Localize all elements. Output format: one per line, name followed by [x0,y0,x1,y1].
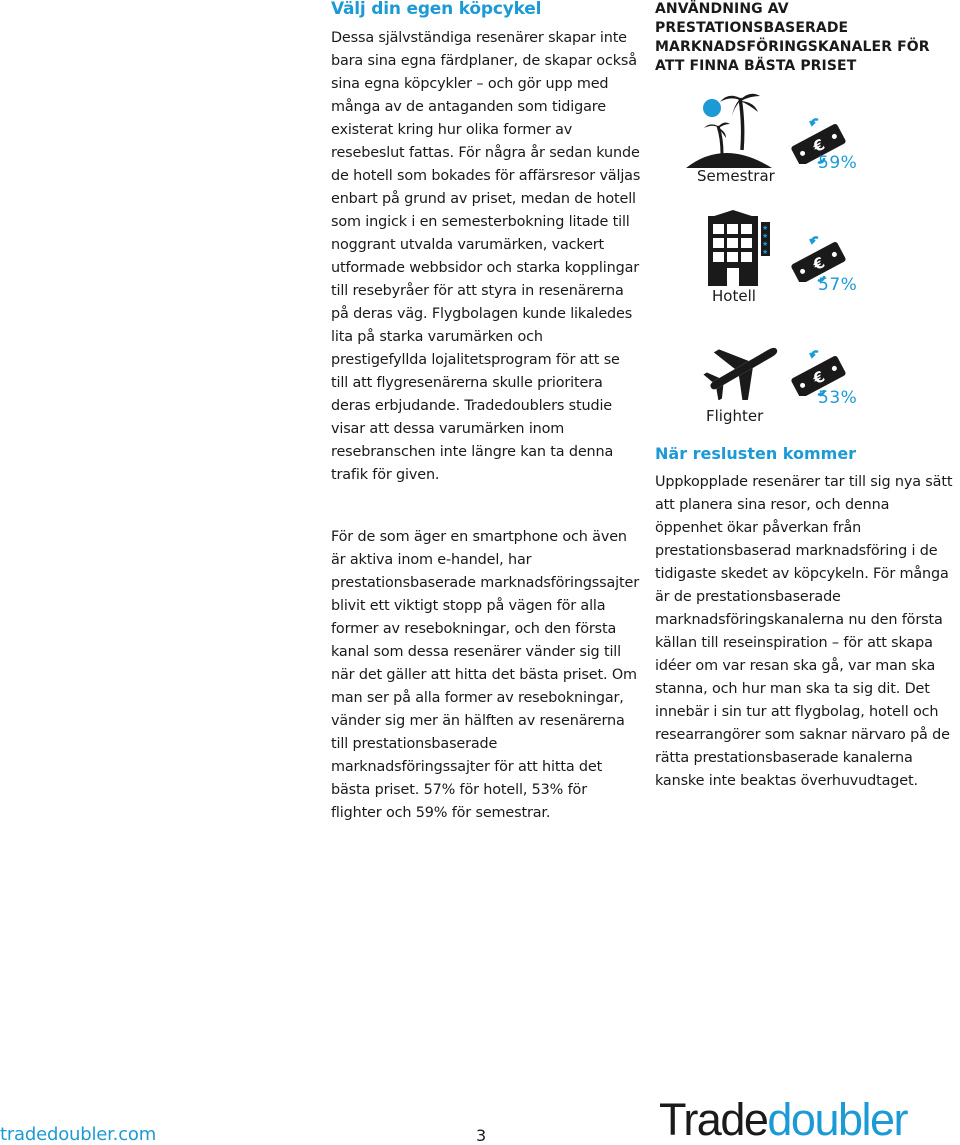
item-percent-hotell: 57% [818,275,858,295]
infographic-title: ANVÄNDNING AV PRESTATIONSBASERADE MARKNADSFÖRINGSKANALER FÖR ATT FINNA BÄSTA PRISET [655,1,930,74]
left-heading: Välj din egen köpcykel [331,0,542,19]
left-paragraph-1: Dessa självständiga resenärer skapar inte bara sina egna färdplaner, de skapar också sina egna köpcykler – och gör upp med många av de antaganden som tidigare existerat kring hur olika former av resebeslut fattas. För några år sedan kunde de hotell som bokades för affärsresor väljas enbart på grund av priset, medan de hotell som ingick i en semesterbokning litade till noggrant utvalda varumärken, vackert utformade webbsidor och starka kopplingar till resebyråer för att styra in resenärerna på deras väg. Flygbolagen kunde likaledes lita på starka varumärken och prestigefyllda lojalitetsprogram för att se till att flygresenärerna skulle prioritera deras erbjudande. Tradedoublers studie visar att dessa varumärken inom resebranschen inte längre kan ta denna trafik för given. [331,30,641,483]
svg-text:€: € [810,253,828,275]
svg-text:€: € [810,135,828,157]
left-paragraph-2: För de som äger en smartphone och även är aktiva inom e-handel, har prestationsbaserade marknadsföringssajter blivit ett viktigt stopp på vägen för alla former av resebokningar, och den första kanal som dessa resenärer vänder sig till när det gäller att hitta det bästa priset. Om man ser på alla former av resebokningar, vänder sig mer än hälften av resenärerna till prestationsbaserade marknadsföringssajter för att hitta det bästa priset. 57% för hotell, 53% för flighter och 59% för semestrar. [331,529,639,821]
footer-url[interactable]: tradedoubler.com [0,1124,157,1145]
island-icon [684,88,774,170]
airplane-icon [702,338,784,400]
item-label-hotell: Hotell [712,287,756,305]
svg-text:★: ★ [762,232,769,240]
item-percent-semestrar: 59% [818,153,858,173]
svg-text:★: ★ [762,240,769,248]
hotel-icon [708,210,774,288]
item-label-semestrar: Semestrar [697,167,775,185]
page-number: 3 [476,1126,487,1145]
tradedoubler-logo: Tradedoubler [659,1094,908,1145]
infographic [680,84,880,434]
right-heading: När reslusten kommer [655,444,857,463]
item-percent-flighter: 53% [818,388,858,408]
svg-text:★: ★ [762,224,769,232]
svg-text:★: ★ [762,248,769,256]
right-paragraph: Uppkopplade resenärer tar till sig nya sätt att planera sina resor, och denna öppenhet ökar påverkan från prestationsbaserad marknadsföring i de tidigaste skedet av köpcykeln. För många är de prestationsbaserade marknadsföringskanalerna nu den första källan till reseinspiration – för att skapa idéer om var resan ska gå, var man ska stanna, och hur man ska ta sig dit. Det innebär i sin tur att flygbolag, hotell och researrangörer som saknar närvaro på de rätta prestationsbaserade kanalerna kanske inte beaktas överhuvudtaget. [655,474,953,789]
svg-text:€: € [810,367,828,389]
item-label-flighter: Flighter [706,407,764,425]
